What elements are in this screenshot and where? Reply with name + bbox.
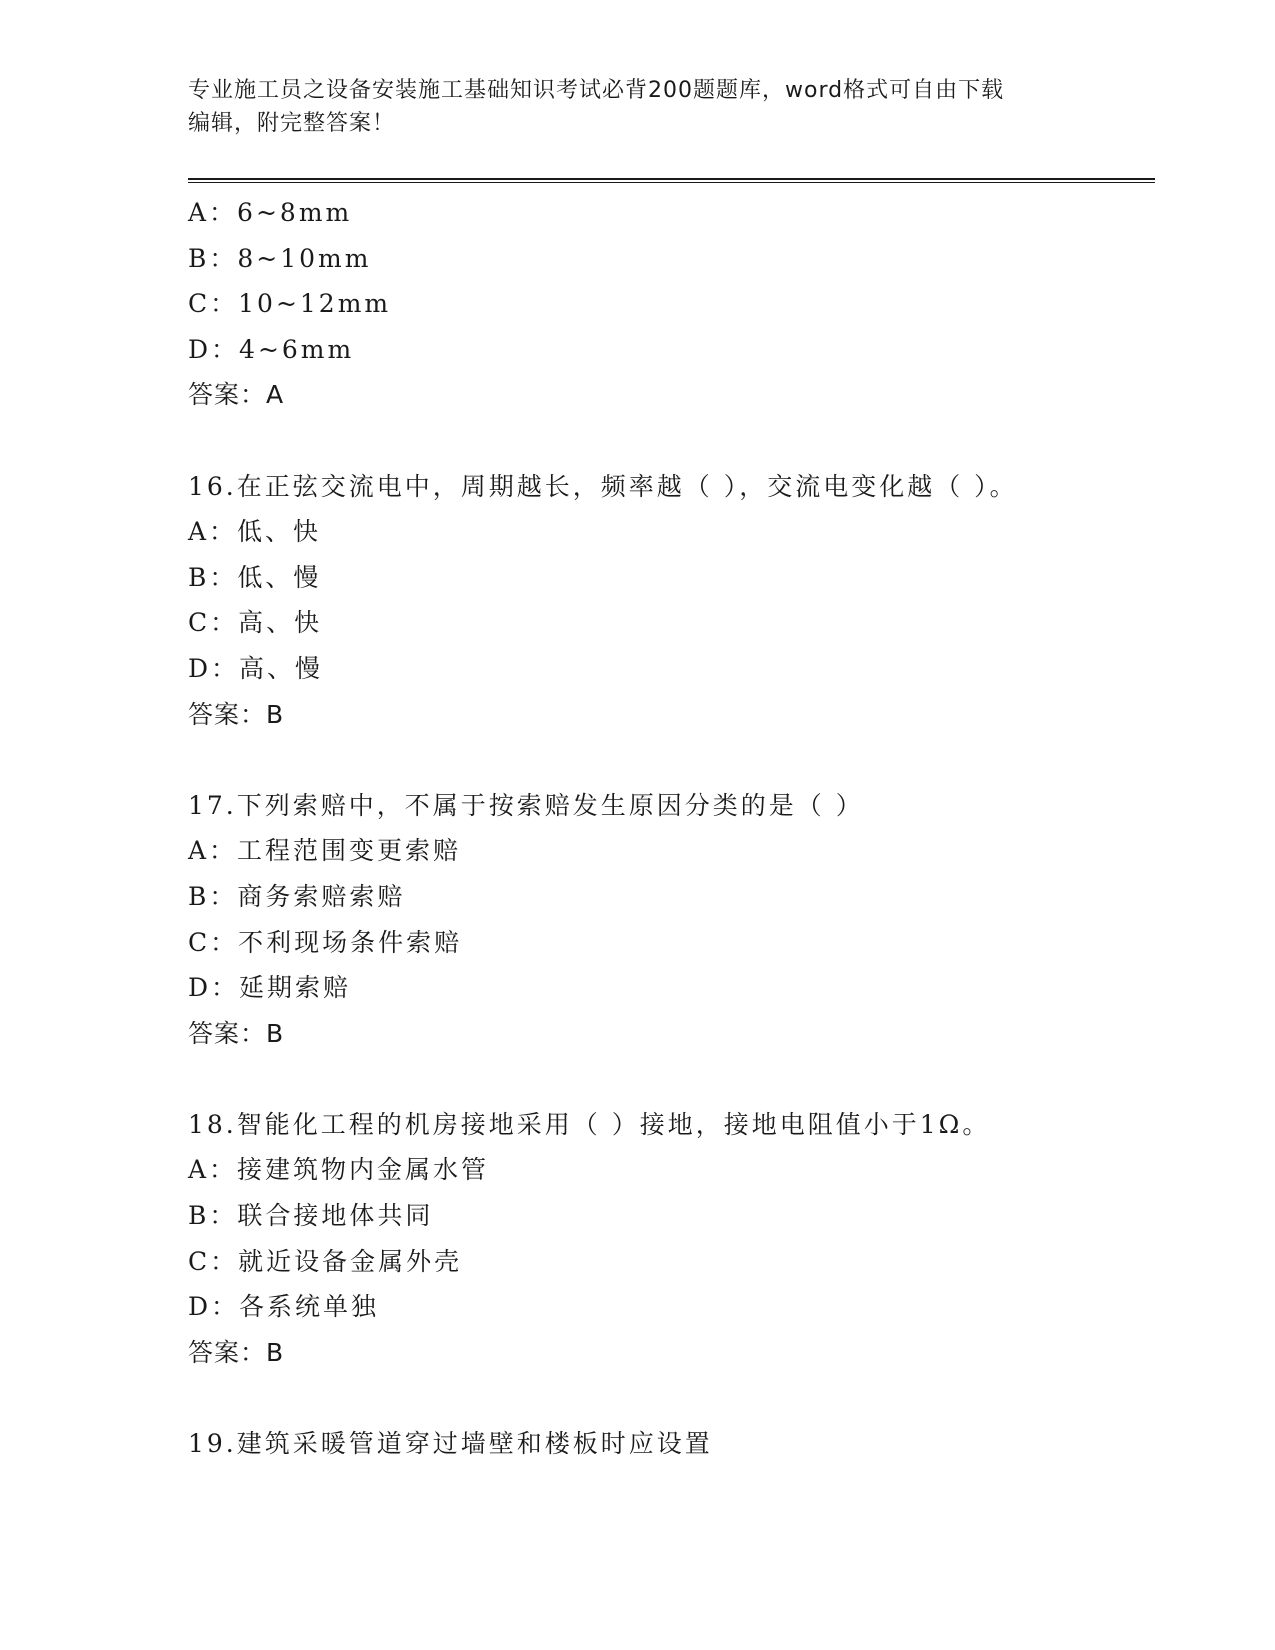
q15-option-a: A：6~8mm [188,198,353,227]
q16-answer: 答案：B [188,699,285,729]
question-18 [188,1102,1155,1376]
spacer [188,1375,1155,1421]
q18-option-a: A：接建筑物内金属水管 [188,1155,490,1185]
header-title-line1: 专业施工员之设备安装施工基础知识考试必背200题题库，word格式可自由下载 [188,78,1005,103]
question-16 [188,464,1155,738]
q15-option-d: D：4~6mm [188,334,355,364]
question-list [188,190,1155,1467]
q17-option-c: C：不利现场条件索赔 [188,927,463,957]
document-header [188,74,1068,140]
q18-option-c: C：就近设备金属外壳 [188,1246,463,1276]
q18-option-b: B：联合接地体共同 [188,1201,434,1231]
question-19 [188,1421,1155,1467]
q15-answer: 答案：A [188,380,285,410]
spacer [188,737,1155,783]
header-divider-thick [188,178,1155,180]
q16-option-d: D：高、慢 [188,653,324,683]
question-15 [188,190,1155,418]
q17-question: 17.下列索赔中，不属于按索赔发生原因分类的是（ ） [188,790,864,820]
q18-question: 18.智能化工程的机房接地采用（ ）接地，接地电阻值小于1Ω。 [188,1109,991,1139]
q15-option-b: B：8~10mm [188,243,372,273]
header-divider-thin [188,182,1155,183]
q17-option-d: D：延期索赔 [188,973,352,1003]
header-title-line2: 编辑，附完整答案！ [188,111,396,136]
spacer [188,1056,1155,1102]
q15-option-c: C：10~12mm [188,289,392,319]
q16-option-c: C：高、快 [188,608,323,638]
q17-option-a: A：工程范围变更索赔 [188,836,462,866]
q17-answer: 答案：B [188,1018,285,1048]
q18-option-d: D：各系统单独 [188,1292,380,1322]
q16-option-b: B：低、慢 [188,562,322,592]
q18-answer: 答案：B [188,1337,285,1367]
q16-option-a: A：低、快 [188,517,322,547]
q17-option-b: B：商务索赔索赔 [188,881,406,911]
question-17 [188,783,1155,1057]
q16-question: 16.在正弦交流电中，周期越长，频率越（ ），交流电变化越（ ）。 [188,471,1018,501]
spacer [188,418,1155,464]
q19-question: 19.建筑采暖管道穿过墙壁和楼板时应设置 [188,1429,713,1459]
